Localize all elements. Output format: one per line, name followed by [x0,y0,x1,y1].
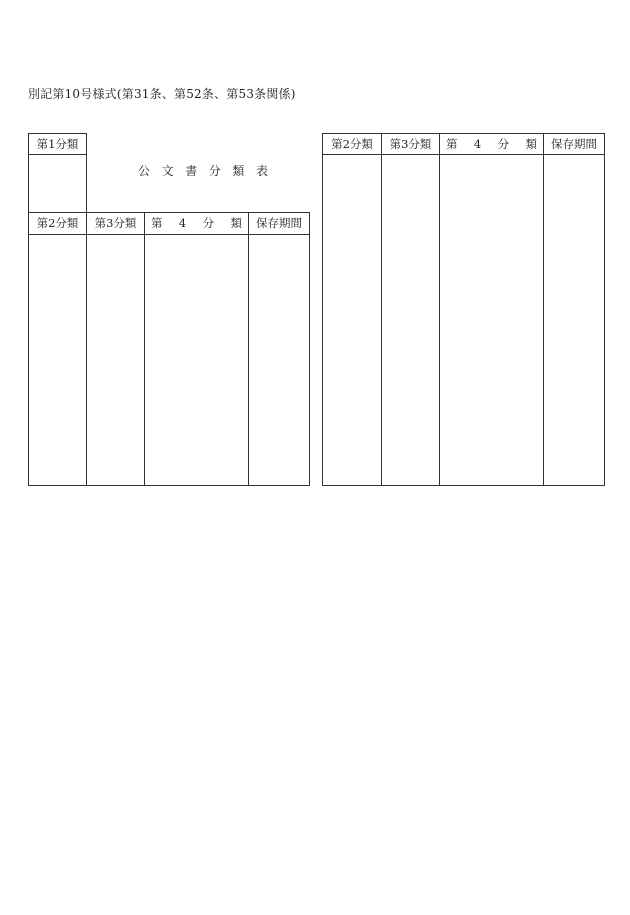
left-class1-header-bottom [28,154,87,155]
left-class4-char-4: 類 [230,216,242,230]
right-outer-right-border [604,133,605,486]
left-class1-right-border [86,133,87,213]
right-bottom-border [322,485,605,486]
left-divider-class2-class3 [86,212,87,486]
right-class4-char-1: 第 [446,137,458,151]
left-class4-char-2: 4 [178,216,187,230]
left-outer-left-border [28,133,29,486]
left-class4-char-1: 第 [151,216,163,230]
left-class2-header: 第2分類 [36,216,79,230]
right-retention-header: 保存期間 [551,137,597,151]
right-class2-header: 第2分類 [331,137,373,151]
left-divider-class3-class4 [144,212,145,486]
left-class3-header: 第3分類 [94,216,137,230]
left-class1-header: 第1分類 [36,137,79,151]
left-divider-class4-retention [248,212,249,486]
form-title: 別記第10号様式(第31条、第52条、第53条関係) [28,87,296,101]
left-bottom-border [28,485,310,486]
right-class4-char-4: 類 [525,137,537,151]
table-title [138,162,268,180]
table-title-char-2: 文 [161,164,174,178]
table-title-char-5: 類 [232,164,245,178]
right-class4-char-3: 分 [497,137,510,151]
left-outer-right-border [309,212,310,486]
left-class4-header [145,213,248,233]
right-divider-class4-retention [543,133,544,486]
table-title-char-4: 分 [208,164,221,178]
right-class4-char-2: 4 [473,137,482,151]
left-columns-header-bottom [28,234,310,235]
right-outer-left-border [322,133,323,486]
table-title-char-6: 表 [255,164,268,178]
right-header-bottom [322,154,605,155]
right-class4-header [440,134,543,154]
table-title-char-1: 公 [138,164,151,178]
left-class4-char-3: 分 [202,216,215,230]
left-retention-header: 保存期間 [256,216,302,230]
table-title-char-3: 書 [185,164,198,178]
right-divider-class2-class3 [381,133,382,486]
right-divider-class3-class4 [439,133,440,486]
right-class3-header: 第3分類 [389,137,432,151]
